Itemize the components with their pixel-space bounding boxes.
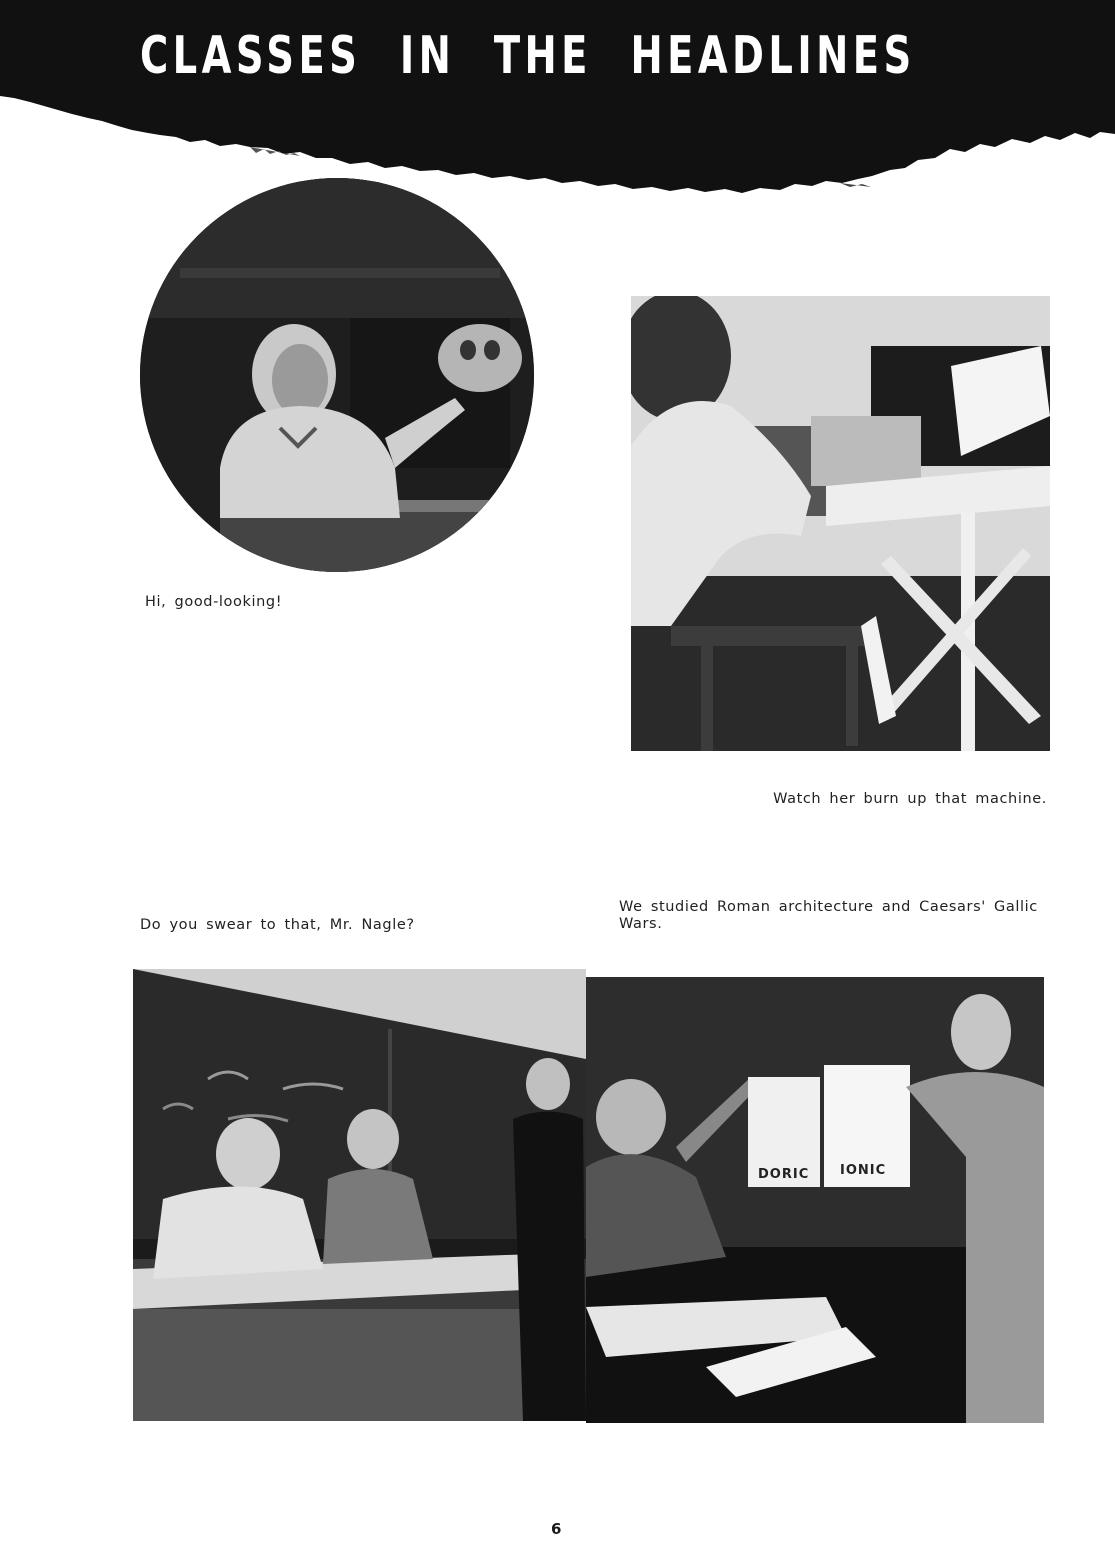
caption-typing-photo: Watch her burn up that machine.	[773, 791, 1047, 807]
caption-skull-photo: Hi, good-looking!	[145, 594, 283, 610]
photo-girl-typing	[631, 296, 1050, 751]
caption-latin-photo: We studied Roman architecture and Caesars' Gallic Wars.	[619, 899, 1038, 932]
sign-ionic: IONIC	[840, 1163, 887, 1178]
caption-history-photo: Do you swear to that, Mr. Nagle?	[140, 917, 415, 933]
header-banner	[0, 0, 1115, 200]
page-headline: CLASSES IN THE HEADLINES	[140, 26, 916, 86]
page-number: 6	[551, 1520, 562, 1538]
photo-latin-class	[586, 977, 1044, 1423]
sign-doric: DORIC	[758, 1167, 810, 1182]
photo-history-class	[133, 969, 586, 1421]
photo-girl-with-skull	[140, 178, 534, 572]
